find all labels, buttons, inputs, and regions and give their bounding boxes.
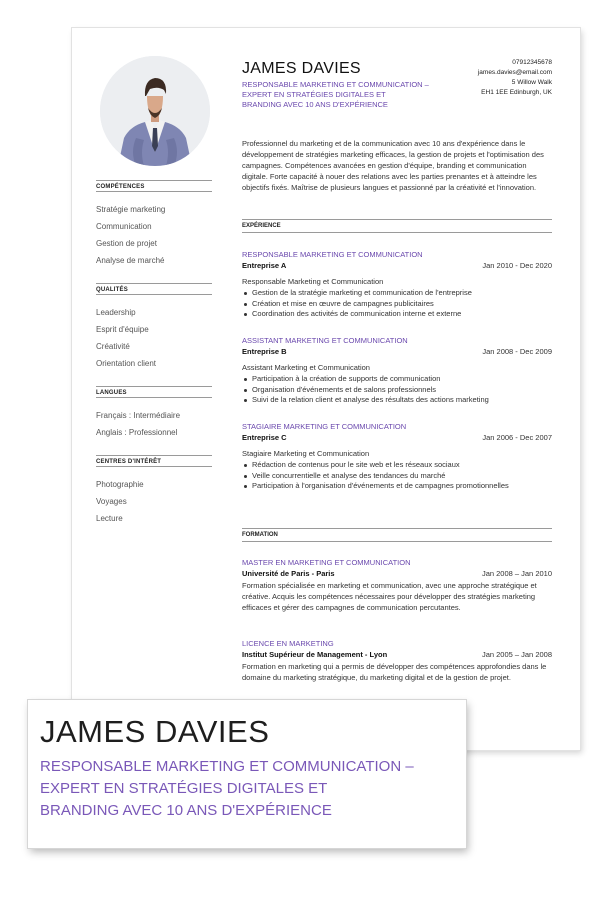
bullet-item: Création et mise en œuvre de campagnes publicitaires [242,299,552,310]
title-line: EXPERT EN STRATÉGIES DIGITALES ET [242,90,386,99]
list-item: Orientation client [96,359,157,368]
competences-heading: COMPÉTENCES [96,180,212,192]
contact-address-line2: EH1 1EE Edinburgh, UK [481,89,552,96]
profile-photo-illustration [100,56,210,166]
job-bullets [242,374,552,406]
bullet-item: Organisation d'événements et de salons professionnels [242,385,552,396]
title-line: RESPONSABLE MARKETING ET COMMUNICATION – [242,80,429,89]
job-bullets [242,288,552,320]
zoomed-title-line: EXPERT EN STRATÉGIES DIGITALES ET [40,780,328,797]
profile-photo [100,56,210,166]
zoomed-header-callout [28,700,466,848]
bullet-item: Gestion de la stratégie marketing et communication de l'entreprise [242,288,552,299]
list-item: Voyages [96,497,127,506]
degree-title: LICENCE EN MARKETING [242,639,334,648]
degree-title: MASTER EN MARKETING ET COMMUNICATION [242,558,411,567]
interets-list [96,480,212,531]
job-bullets [242,460,552,492]
bullet-item: Participation à l'organisation d'événements et de campagnes promotionnelles [242,481,552,492]
list-item: Lecture [96,514,123,523]
job-role: Assistant Marketing et Communication [242,363,370,372]
competences-section [96,180,212,273]
education-description: Formation spécialisée en marketing et communication, avec une approche stratégique et créative. Acquis les compétences nécessaires pour développer des stratégies marketing efficaces et gérer des campagnes de communication percutantes. [242,581,537,612]
job-role: Stagiaire Marketing et Communication [242,449,370,458]
education-description: Formation en marketing qui a permis de développer des compétences approfondies dans le domaine du marketing stratégique, du marketing digital et de la gestion de projet. [242,662,547,682]
bullet-item: Coordination des activités de communication interne et externe [242,309,552,320]
list-item: Stratégie marketing [96,205,166,214]
list-item: Leadership [96,308,136,317]
contact-email: james.davies@email.com [477,69,552,76]
zoomed-title-line: RESPONSABLE MARKETING ET COMMUNICATION – [40,758,414,775]
job-header-row [242,432,552,444]
zoomed-title [40,756,460,822]
candidate-name: JAMES DAVIES [242,60,361,77]
job-entry [242,422,552,492]
profile-summary: Professionnel du marketing et de la communication avec 10 ans d'expérience dans le développement de stratégies marketing efficaces, la gestion de projets et l'optimisation des campagnes. Compétences avancées en gestion d'équipe, branding et communication digitale. Forte capacité à nouer des relations avec les parties prenantes et à atteindre les objectifs fixés. Maîtrise de plusieurs langues et passionné par la créativité et l'innovation. [242,139,544,192]
job-dates: Jan 2008 - Dec 2009 [482,347,552,356]
list-item: Communication [96,222,152,231]
job-role: Responsable Marketing et Communication [242,277,384,286]
candidate-title [242,80,452,110]
company-name: Entreprise B [242,347,287,356]
list-item: Gestion de projet [96,239,157,248]
school-name: Institut Supérieur de Management - Lyon [242,650,388,659]
job-entry [242,250,552,320]
school-name: Université de Paris - Paris [242,569,335,578]
job-dates: Jan 2010 - Dec 2020 [482,261,552,270]
langues-section [96,386,212,445]
bullet-item: Suivi de la relation client et analyse des résultats des actions marketing [242,395,552,406]
company-name: Entreprise C [242,433,287,442]
education-header-row [242,649,552,661]
job-entry [242,336,552,406]
contact-address-line1: 5 Willow Walk [511,79,552,86]
education-dates: Jan 2005 – Jan 2008 [481,650,552,659]
list-item: Anglais : Professionnel [96,428,178,437]
job-dates: Jan 2006 - Dec 2007 [482,433,552,442]
list-item: Analyse de marché [96,256,165,265]
list-item: Français : Intermédiaire [96,411,181,420]
bullet-item: Veille concurrentielle et analyse des tendances du marché [242,471,552,482]
contact-block [442,58,552,98]
interets-section [96,455,212,531]
education-dates: Jan 2008 – Jan 2010 [481,569,552,578]
education-entry [242,558,552,613]
qualites-heading: QUALITÉS [96,283,212,295]
job-title: STAGIAIRE MARKETING ET COMMUNICATION [242,422,407,431]
contact-phone: 07912345678 [512,59,552,66]
zoomed-name: JAMES DAVIES [40,714,270,749]
experience-heading: EXPÉRIENCE [242,219,552,233]
job-title: RESPONSABLE MARKETING ET COMMUNICATION [242,250,423,259]
bullet-item: Rédaction de contenus pour le site web et les réseaux sociaux [242,460,552,471]
job-header-row [242,346,552,358]
bullet-item: Participation à la création de supports de communication [242,374,552,385]
list-item: Créativité [96,342,130,351]
zoomed-title-line: BRANDING AVEC 10 ANS D'EXPÉRIENCE [40,802,332,819]
langues-heading: LANGUES [96,386,212,398]
qualites-section [96,283,212,376]
langues-list [96,411,212,445]
title-line: BRANDING AVEC 10 ANS D'EXPÉRIENCE [242,100,388,109]
company-name: Entreprise A [242,261,287,270]
competences-list [96,205,212,273]
education-header-row [242,568,552,580]
list-item: Photographie [96,480,144,489]
list-item: Esprit d'équipe [96,325,149,334]
resume-page [72,28,580,750]
education-entry [242,639,552,683]
job-title: ASSISTANT MARKETING ET COMMUNICATION [242,336,408,345]
qualites-list [96,308,212,376]
job-header-row [242,260,552,272]
formation-heading: FORMATION [242,528,552,542]
interets-heading: CENTRES D'INTÉRÊT [96,455,212,467]
